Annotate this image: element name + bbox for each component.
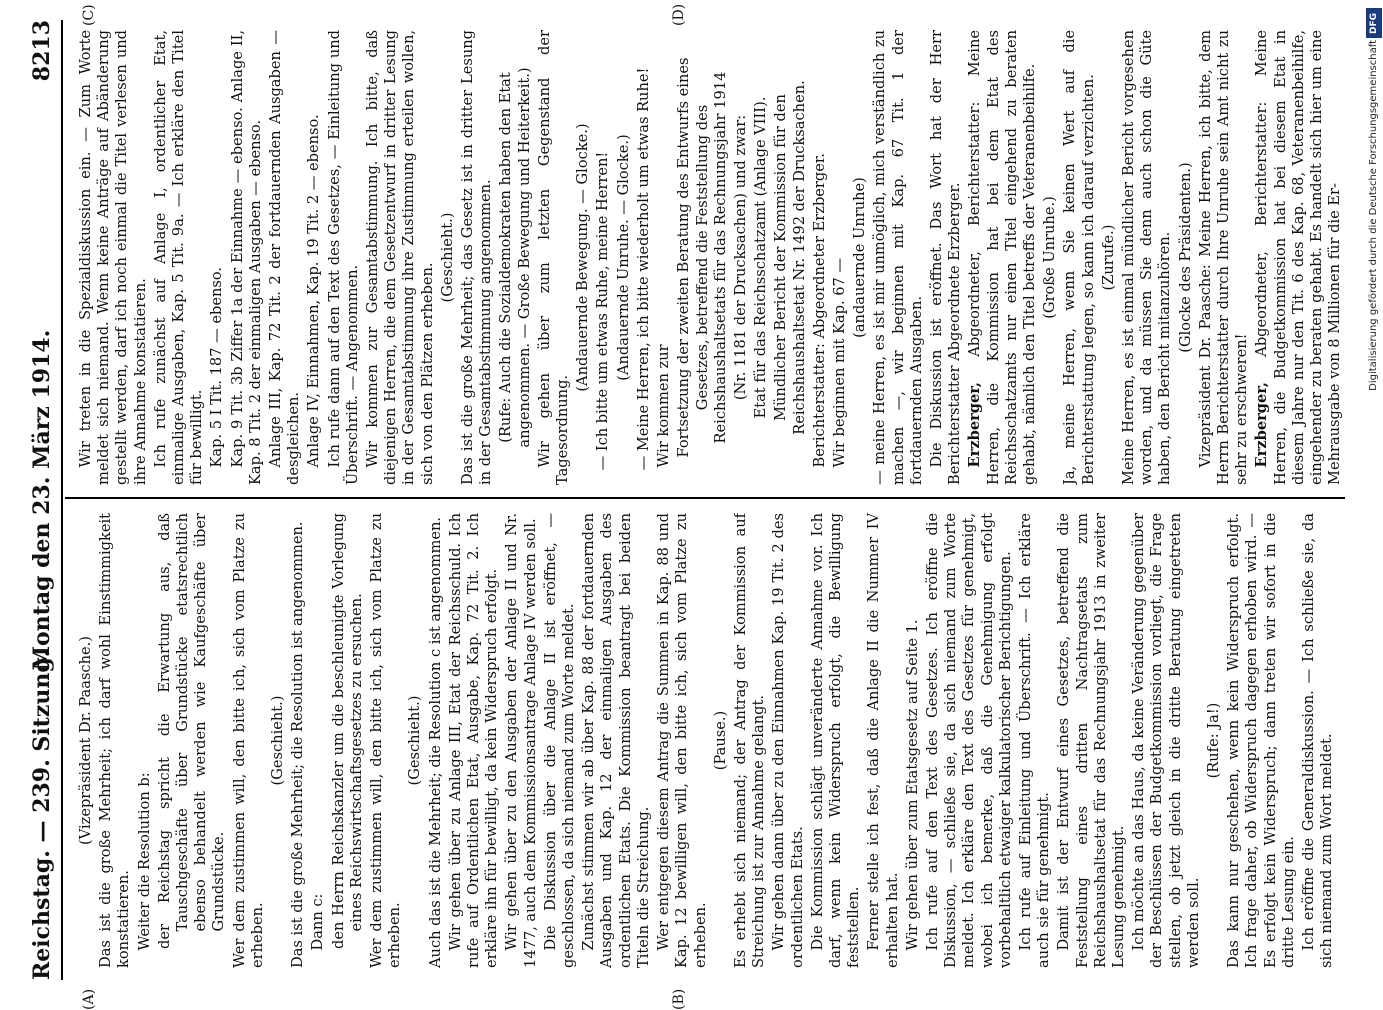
header-rule	[61, 20, 63, 980]
margin-letter-c: (C)	[81, 4, 97, 26]
paragraph: Die Diskussion über die Anlage II ist eröffnet, — geschlossen, da sich niemand zum Worte meldet.	[541, 513, 578, 968]
digitization-credit: Digitalisierung gefördert durch die Deutsche Forschungsgemeinschaft	[1368, 40, 1379, 391]
paragraph: Wir kommen zur Gesamtabstimmung. Ich bitte, daß diejenigen Herren, die dem Gesetzentwurf in dritter Lesung in der Gesamtabstimmung ihre Zustimmung erteilen wollen, sich von den Plätzen erheben.	[364, 30, 436, 485]
paragraph: den Herrn Reichskanzler um die beschleunigte Vorlegung eines Reichswirtschaftsgesetzes zu ersuchen.	[329, 513, 365, 950]
column-divider	[65, 497, 1345, 499]
paragraph: (Andauernde Bewegung. — Glocke.)	[574, 123, 592, 392]
paragraph: der Reichstag spricht die Erwartung aus, daß Tauschgeschäfte über Grundstücke etatsrechtlich ebenso behandelt werden wie Kaufgeschäfte über Grundstücke.	[155, 513, 228, 950]
paragraph: (andauernde Unruhe)	[851, 177, 869, 338]
paragraph: Ich rufe dann auf den Text des Gesetzes, — Einleitung und Überschrift. — Angenommen.	[325, 30, 361, 485]
paragraph: Wir kommen zur	[655, 344, 673, 468]
paragraph: Zunächst stimmen wir ab über Kap. 88 der fortdauernden Ausgaben und Kap. 12 der einmaligen Ausgaben des ordentlichen Etats. Die Kommission beantragt bei beiden Titeln die Streichung.	[580, 513, 652, 968]
paragraph: (Zurufe.)	[1099, 224, 1117, 291]
paragraph: Wir gehen über zu Anlage III, Etat der Reichsschuld. Ich rufe auf Ordentlichen Etat, Ausgabe, Kap. 72 Tit. 2. Ich erkläre ihn für bewilligt, da kein Widerspruch erfolgt.	[446, 513, 501, 968]
paragraph: (Andauernde Unruhe. — Glocke.)	[614, 134, 632, 381]
paragraph: Damit ist der Entwurf eines Gesetzes, betreffend die Feststellung eines dritten Nachtragsetats zum Reichshaushaltsetat für das Rechnungsjahr 1913 in zweiter Lesung genehmigt.	[1055, 513, 1127, 968]
paragraph: Etat für das Reichsschatzamt (Anlage VIII).	[752, 96, 770, 419]
document-page	[21, 3, 1361, 1010]
paragraph: Das ist die große Mehrheit; das Gesetz ist in dritter Lesung in der Gesamtabstimmung angenommen.	[459, 30, 495, 485]
speaker-name: Erzberger,	[1253, 382, 1271, 468]
paragraph: Wir gehen über zum letzten Gegenstand der Tagesordnung.	[535, 30, 572, 485]
paragraph: Wer dem zustimmen will, den bitte ich, sich vom Platze zu erheben.	[368, 513, 404, 968]
paragraph: Das ist die große Mehrheit; ich darf wohl Einstimmigkeit konstatieren.	[97, 513, 133, 968]
paragraph: Wir gehen über zu den Ausgaben der Anlage II und Nr. 1477, auch dem Kommissionsantrage Anlage IV werden soll.	[503, 513, 539, 968]
margin-letter-d: (D)	[671, 3, 687, 26]
paragraph: Wir beginnen mit Kap. 67 —	[830, 257, 848, 468]
paragraph: Meine Herren, es ist einmal mündlicher Bericht vorgesehen worden, und da müssen Sie denn auch schon die Güte haben, den Bericht mitanzuhören.	[1119, 30, 1174, 485]
paragraph: Vizepräsident Dr. Paasche: Meine Herren, ich bitte, dem Herrn Berichterstatter durch Ihre Unruhe sein Amt nicht zu sehr zu erschweren!	[1196, 30, 1251, 485]
paragraph: (Glocke des Präsidenten.)	[1176, 162, 1194, 353]
paragraph: Wer entgegen diesem Antrag die Summen in Kap. 88 und Kap. 12 bewilligen will, den bitte ich, sich vom Platze zu erheben.	[655, 513, 709, 968]
header-page-number: 8213	[29, 20, 55, 82]
header-session: Reichstag. — 239. Sitzung.	[29, 649, 55, 980]
paragraph: (Geschieht.)	[406, 695, 424, 786]
paragraph: — Ich bitte um etwas Ruhe, meine Herren!	[594, 151, 612, 471]
paragraph: Auch das ist die Mehrheit; die Resolution c ist angenommen.	[426, 516, 444, 968]
paragraph	[1253, 30, 1344, 485]
paragraph: (Rufe: Auch die Sozialdemokraten haben den Etat angenommen. — Große Bewegung und Heiterkeit.)	[497, 67, 533, 448]
paragraph: — Meine Herren, ich bitte wiederholt um etwas Ruhe!	[634, 67, 652, 471]
right-column	[77, 30, 1347, 485]
paragraph: Ich eröffne die Generaldiskussion. — Ich schließe sie, da sich niemand zum Wort meldet.	[1300, 513, 1336, 968]
paragraph: Die Kommission schlägt unveränderte Annahme vor. Ich darf, wenn kein Widerspruch erfolgt, die Bewilligung feststellen.	[808, 513, 863, 968]
margin-letter-a: (A)	[81, 988, 97, 1010]
paragraph: Mündlicher Bericht der Kommission für den Reichshaushaltsetat Nr. 1492 der Drucksachen.	[772, 80, 808, 435]
page-header	[29, 20, 69, 980]
paragraph: (Pause.)	[711, 710, 729, 771]
paragraph: Ich rufe auf Einleitung und Überschrift. — Ich erkläre auch sie für genehmigt.	[1016, 513, 1053, 968]
paragraph	[966, 30, 1039, 485]
paragraph: Wer dem zustimmen will, den bitte ich, sich vom Platze zu erheben.	[230, 513, 266, 968]
paragraph: Wir treten in die Spezialdiskussion ein. — Zum Worte meldet sich niemand. Wenn keine Anträge auf Abänderung gestellt werden, darf ich noch einmal die Titel verlesen und ihre Annahme konstatieren.	[77, 30, 149, 485]
left-column	[77, 513, 1347, 968]
speech-text: Abgeordneter, Berichterstatter: Meine Herren, die Kommission hat bei dem Etat des Reichsschatzamts nur einen Titel eingehend zu beraten gehabt, nämlich den Titel betreffs der Veteranenbeihilfe.	[966, 30, 1038, 485]
paragraph: Ja, meine Herren, wenn Sie keinen Wert auf die Berichterstattung legen, so kann ich darauf verzichten.	[1061, 30, 1097, 485]
paragraph: (Geschieht.)	[438, 212, 456, 303]
speech-text: Abgeordneter, Berichterstatter: Meine Herren, die Budgetkommission hat bei diesem Etat in diesem Jahre nur den Tit. 6 des Kap. 68, Veteranenbeihilfe, eingehender zu beraten gehabt. Es handelt sich hier um eine Mehrausgabe von 8 Millionen für die Er-	[1253, 30, 1344, 485]
paragraph: Ich rufe auf den Text des Gesetzes. Ich eröffne die Diskussion, — schließe sie, da sich niemand zum Worte meldet. Ich erkläre den Text des Gesetzes für genehmigt, wobei ich bemerke, daß die Genehmigung erfolgt vorbehaltlich etwaiger kalkulatorischer Berichtigungen.	[923, 513, 1014, 968]
paragraph: (Vizepräsident Dr. Paasche.)	[77, 636, 94, 845]
paragraph: Es erhebt sich niemand; der Antrag der Kommission auf Streichung ist zur Annahme gelangt.	[731, 513, 768, 968]
paragraph: Wir gehen dann über zu den Einnahmen Kap. 19 Tit. 2 des ordentlichen Etats.	[770, 513, 806, 968]
paragraph: Berichterstatter: Abgeordneter Erzberger.	[810, 153, 828, 468]
paragraph: Weiter die Resolution b:	[135, 772, 153, 951]
header-date: Montag den 23. März 1914.	[29, 329, 55, 671]
paragraph: Kap. 9 Tit. 3b Ziffer 1a der Einnahme — ebenso. Anlage II, Kap. 8 Tit. 2 der einmaligen Ausgaben — ebenso.	[228, 30, 264, 485]
paragraph: Das ist die große Mehrheit; die Resolution ist angenommen.	[289, 521, 307, 968]
paragraph: (Rufe: Ja!)	[1204, 702, 1222, 779]
paragraph: Ich rufe zunächst auf Anlage I, ordentlicher Etat, einmalige Ausgaben, Kap. 5 Tit. 9a. — Ich erkläre den Titel für bewilligt.	[151, 30, 206, 485]
paragraph: Ferner stelle ich fest, daß die Anlage II die Nummer IV erhalten hat.	[865, 513, 901, 968]
paragraph: Anlage IV, Einnahmen, Kap. 19 Tit. 2 — ebenso.	[305, 114, 323, 468]
margin-letter-b: (B)	[671, 988, 687, 1010]
paragraph: (Geschieht.)	[269, 695, 287, 786]
paragraph: Die Diskussion ist eröffnet. Das Wort hat der Herr Berichterstatter Abgeordnete Erzberger.	[927, 30, 964, 485]
paragraph: Kap. 5 I Tit. 187 — ebenso.	[208, 266, 226, 468]
paragraph: Ich möchte an das Haus, da keine Veränderung gegenüber der Beschlüssen der Budgetkommission vorliegt, die Frage stellen, ob jetzt gleich in die dritte Beratung eingetreten werden soll.	[1130, 513, 1202, 968]
paragraph: (Große Unruhe.)	[1041, 196, 1059, 319]
speaker-name: Erzberger,	[966, 382, 984, 468]
paragraph: (Nr. 1181 der Drucksachen) und zwar:	[731, 114, 749, 401]
paragraph: Das kann nur geschehen, wenn kein Widerspruch erfolgt. Ich frage daher, ob Widerspruch dagegen erhoben wird. — Es erfolgt kein Widerspruch; dann treten wir sofort in die dritte Lesung ein.	[1225, 513, 1297, 968]
paragraph: — meine Herren, es ist mir unmöglich, mich verständlich zu machen —, wir beginnen mit Kap. 67 Tit. 1 der fortdauernden Ausgaben.	[871, 30, 925, 485]
paragraph: Wir gehen über zum Etatsgesetz auf Seite 1.	[903, 619, 921, 951]
paragraph: Fortsetzung der zweiten Beratung des Entwurfs eines Gesetzes, betreffend die Feststellung des Reichshaushaltsetats für das Rechnungsjahr 1914	[675, 57, 729, 458]
paragraph: Dann c:	[309, 893, 327, 951]
paragraph: Anlage III, Kap. 72 Tit. 2 der fortdauernden Ausgaben — desgleichen.	[267, 30, 303, 485]
dfg-logo-icon: DFG	[1366, 8, 1382, 38]
